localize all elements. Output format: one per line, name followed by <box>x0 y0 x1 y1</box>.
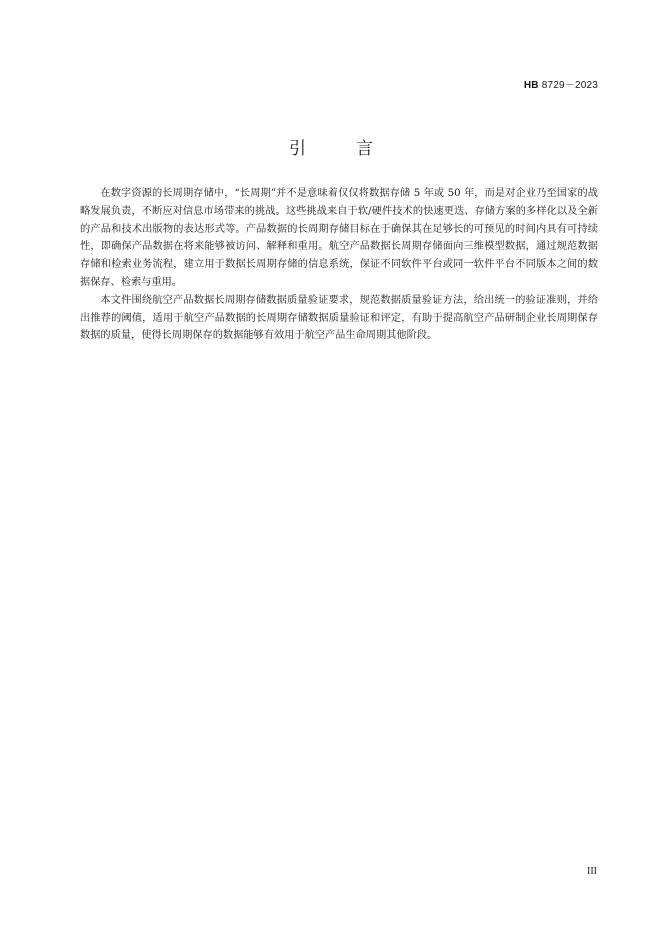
paragraph-1: 在数字资源的长周期存储中，“长周期”并不是意味着仅仅将数据存储 5 年或 50 年，而是对企业乃至国家的战略发展负责，不断应对信息市场带来的挑战。这些挑战来自于软/硬件技术的快速更迭、存储方案的多样化以及全新的产品和技术出版物的表达形式等。产品数据的长周期存储目标在于确保其在足够长的可预见的时间内具有可持续性，即确保产品数据在将来能够被访问、解释和重用。航空产品数据长周期存储面向三维模型数据，通过规范数据存储和检索业务流程，建立用于数据长周期存储的信息系统，保证不同软件平台或同一软件平台不同版本之间的数据保存、检索与重用。 <box>80 188 598 288</box>
body-text <box>80 185 598 345</box>
section-title-char-2: 言 <box>356 139 373 159</box>
section-title <box>0 134 662 159</box>
document-code <box>524 76 598 91</box>
section-title-char-1: 引 <box>289 139 306 159</box>
document-code-number: 8729－2023 <box>538 80 598 91</box>
page-number: III <box>587 866 597 877</box>
paragraph-2: 本文件围绕航空产品数据长周期存储数据质量验证要求，规范数据质量验证方法，给出统一的验证准则，并给出推荐的阈值，适用于航空产品数据的长周期存储数据质量验证和评定，有助于提高航空产品研制企业长周期保存数据的质量，使得长周期保存的数据能够有效用于航空产品生命周期其他阶段。 <box>80 294 598 342</box>
document-code-prefix: HB <box>523 80 539 91</box>
